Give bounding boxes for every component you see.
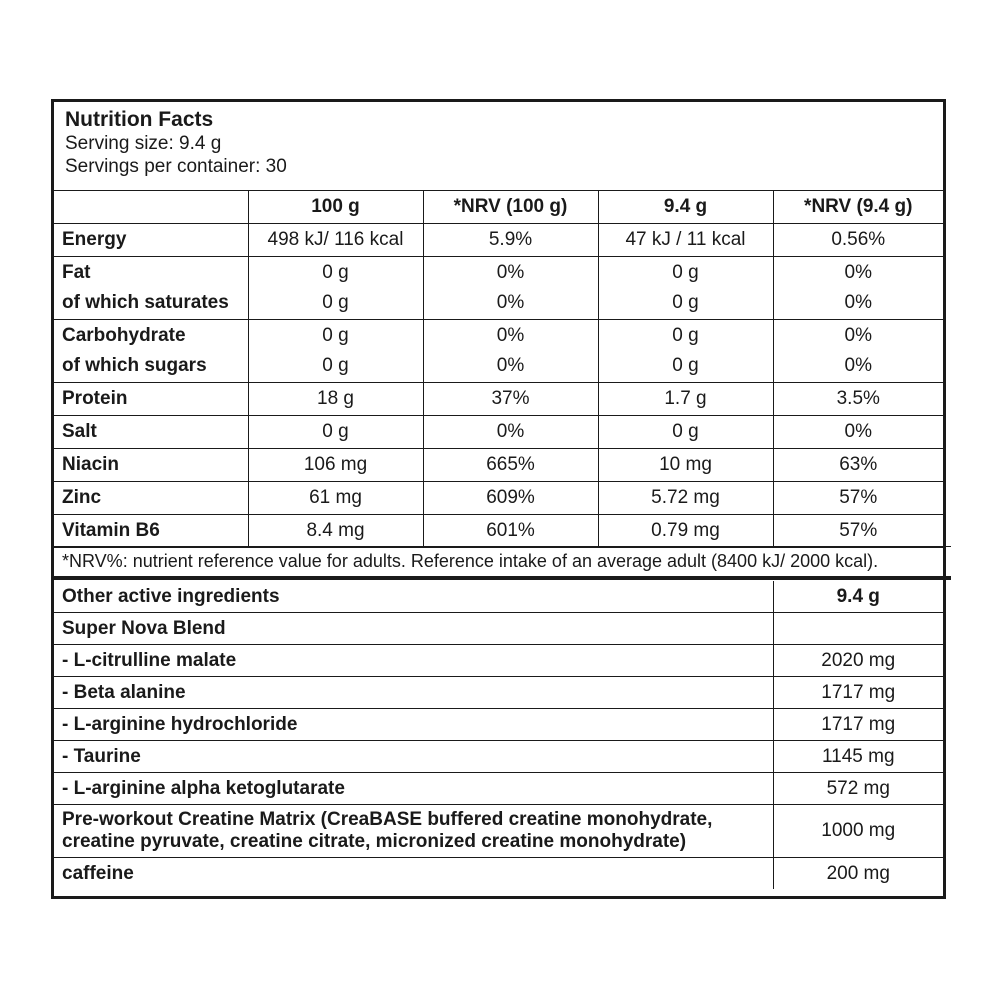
- ingredient-rows: [54, 581, 943, 889]
- nutrient-row: [54, 320, 943, 383]
- nutrient-row: [54, 257, 943, 320]
- nutrient-label: Zinc: [62, 487, 102, 508]
- nutrient-amount: 0 g: [322, 292, 349, 313]
- nutrient-value: [248, 482, 423, 515]
- ingredient-amount: 1145 mg: [773, 741, 943, 773]
- nutrient-value: [248, 515, 423, 548]
- nutrient-amount: 0%: [844, 355, 872, 376]
- nutrient-value: [773, 482, 943, 515]
- ingredient-row: [54, 805, 943, 858]
- nutrition-table: [54, 190, 943, 548]
- nutrient-amount: 47 kJ / 11 kcal: [625, 229, 746, 250]
- nutrient-amount: 0%: [496, 355, 525, 376]
- nutrient-name: [54, 449, 248, 482]
- nutrient-value: [423, 257, 598, 320]
- nutrient-label: of which sugars: [62, 355, 207, 376]
- nutrient-amount: 57%: [839, 520, 878, 541]
- nutrient-value: [423, 416, 598, 449]
- nutrient-amount: 609%: [486, 487, 535, 508]
- nutrient-amount: 1.7 g: [664, 388, 707, 409]
- nutrient-amount: 0.79 mg: [651, 520, 720, 541]
- ingredient-amount: 1717 mg: [773, 709, 943, 741]
- ingredient-amount: 1717 mg: [773, 677, 943, 709]
- nutrition-col-header: 100 g: [248, 191, 423, 224]
- ingredient-row: [54, 613, 943, 645]
- ingredient-row: [54, 858, 943, 890]
- nutrient-amount: 8.4 mg: [306, 520, 365, 541]
- nutrient-value: [773, 515, 943, 548]
- nutrient-value: [773, 257, 943, 320]
- ingredient-row: [54, 677, 943, 709]
- ingredient-amount: 1000 mg: [773, 805, 943, 858]
- nutrient-amount: 0 g: [672, 292, 699, 313]
- nutrient-row: [54, 449, 943, 482]
- nutrient-value: [773, 416, 943, 449]
- nutrient-value: [248, 320, 423, 383]
- nutrient-amount: 0%: [844, 292, 872, 313]
- nutrient-amount: 0%: [496, 421, 525, 442]
- nutrient-amount: 37%: [491, 388, 530, 409]
- nutrient-value: [423, 515, 598, 548]
- nutrient-value: [598, 383, 773, 416]
- nutrient-label: of which saturates: [62, 292, 229, 313]
- nutrient-value: [248, 383, 423, 416]
- nutrient-value: [773, 320, 943, 383]
- nutrient-label: Niacin: [62, 454, 120, 475]
- nutrient-amount: 601%: [486, 520, 535, 541]
- servings-per-container: Servings per container: 30: [65, 156, 287, 177]
- nutrient-amount: 0 g: [672, 262, 699, 283]
- serving-size: Serving size: 9.4 g: [65, 133, 222, 154]
- ingredients-table: [54, 581, 943, 889]
- nutrition-header-row: [54, 191, 943, 224]
- nutrient-row: [54, 383, 943, 416]
- ingredient-row: [54, 741, 943, 773]
- ingredients-header-row: [54, 581, 943, 613]
- ingredient-amount: 2020 mg: [773, 645, 943, 677]
- nutrient-label: Carbohydrate: [62, 325, 186, 346]
- nutrient-amount: 18 g: [317, 388, 354, 409]
- ingredient-name: - Taurine: [54, 741, 773, 773]
- ingredient-name: - L-arginine hydrochloride: [54, 709, 773, 741]
- nutrient-value: [423, 383, 598, 416]
- nutrient-value: [598, 224, 773, 257]
- nutrient-amount: 0%: [844, 421, 872, 442]
- nutrient-amount: 57%: [839, 487, 878, 508]
- nutrient-name: [54, 416, 248, 449]
- nutrient-value: [598, 449, 773, 482]
- nutrient-amount: 5.9%: [488, 229, 533, 250]
- nutrient-amount: 0%: [496, 292, 525, 313]
- nutrient-name: [54, 320, 248, 383]
- nutrient-amount: 0 g: [322, 262, 349, 283]
- nutrient-row: [54, 416, 943, 449]
- nutrient-amount: 0%: [496, 325, 525, 346]
- nutrient-row: [54, 482, 943, 515]
- nutrition-col-header: *NRV (100 g): [423, 191, 598, 224]
- nutrient-value: [598, 257, 773, 320]
- ingredient-amount: 9.4 g: [773, 581, 943, 613]
- nutrient-amount: 63%: [839, 454, 878, 475]
- nutrient-amount: 0 g: [672, 325, 699, 346]
- nutrient-name: [54, 224, 248, 257]
- nutrient-amount: 10 mg: [659, 454, 712, 475]
- nutrient-name: [54, 383, 248, 416]
- nutrient-value: [248, 416, 423, 449]
- nutrient-value: [423, 320, 598, 383]
- nutrient-amount: 61 mg: [309, 487, 362, 508]
- nutrient-value: [423, 449, 598, 482]
- nutrient-value: [248, 449, 423, 482]
- nutrient-row: [54, 224, 943, 257]
- nutrient-amount: 498 kJ/ 116 kcal: [267, 229, 404, 250]
- nutrient-label: Energy: [62, 229, 127, 250]
- label-header: [54, 102, 943, 190]
- nutrient-name: [54, 482, 248, 515]
- ingredient-name: Other active ingredients: [54, 581, 773, 613]
- nutrition-rows: [54, 224, 943, 548]
- nutrient-amount: 0%: [844, 262, 872, 283]
- ingredient-amount: [773, 613, 943, 645]
- ingredient-row: [54, 645, 943, 677]
- nutrient-label: Vitamin B6: [62, 520, 160, 541]
- nutrient-value: [773, 224, 943, 257]
- ingredient-name: - Beta alanine: [54, 677, 773, 709]
- nutrient-label: Protein: [62, 388, 128, 409]
- nutrient-label: Salt: [62, 421, 97, 442]
- nutrient-amount: 0%: [496, 262, 525, 283]
- label-title: Nutrition Facts: [65, 108, 214, 131]
- nutrient-amount: 0 g: [322, 325, 349, 346]
- nutrient-value: [598, 320, 773, 383]
- nutrient-name: [54, 257, 248, 320]
- nutrition-label: [51, 99, 946, 899]
- nutrient-amount: 0 g: [322, 355, 349, 376]
- nutrient-amount: 106 mg: [303, 454, 368, 475]
- ingredient-name: caffeine: [54, 858, 773, 890]
- nutrient-amount: 665%: [486, 454, 535, 475]
- nutrition-col-header: 9.4 g: [598, 191, 773, 224]
- nutrient-value: [248, 257, 423, 320]
- ingredient-name: - L-arginine alpha ketoglutarate: [54, 773, 773, 805]
- nutrient-value: [598, 515, 773, 548]
- nutrient-name: [54, 515, 248, 548]
- nutrient-value: [248, 224, 423, 257]
- nutrient-row: [54, 515, 943, 548]
- nutrient-amount: 0%: [844, 325, 872, 346]
- nutrient-amount: 3.5%: [836, 388, 880, 409]
- nutrient-amount: 0 g: [672, 355, 699, 376]
- ingredient-row: [54, 709, 943, 741]
- nutrient-value: [598, 416, 773, 449]
- ingredient-name: Super Nova Blend: [54, 613, 773, 645]
- ingredient-row: [54, 773, 943, 805]
- nutrient-amount: 0.56%: [831, 229, 886, 250]
- nutrient-amount: 0 g: [672, 421, 699, 442]
- ingredient-name: Pre-workout Creatine Matrix (CreaBASE buffered creatine monohydrate, creatine pyruvate, creatine citrate, micronized creatine monohydrate): [54, 805, 773, 858]
- nutrient-amount: 5.72 mg: [651, 487, 720, 508]
- nrv-footnote: *NRV%: nutrient reference value for adults. Reference intake of an average adult (8400 kJ/ 2000 kcal).: [54, 546, 951, 580]
- nutrient-value: [423, 482, 598, 515]
- nutrition-col-header: *NRV (9.4 g): [773, 191, 943, 224]
- nutrient-label: Fat: [62, 262, 91, 283]
- ingredient-name: - L-citrulline malate: [54, 645, 773, 677]
- nutrition-col-header: [54, 191, 248, 224]
- ingredient-amount: 572 mg: [773, 773, 943, 805]
- nutrient-value: [423, 224, 598, 257]
- ingredient-amount: 200 mg: [773, 858, 943, 890]
- nutrient-value: [773, 383, 943, 416]
- nutrient-amount: 0 g: [322, 421, 349, 442]
- nutrient-value: [773, 449, 943, 482]
- nutrient-value: [598, 482, 773, 515]
